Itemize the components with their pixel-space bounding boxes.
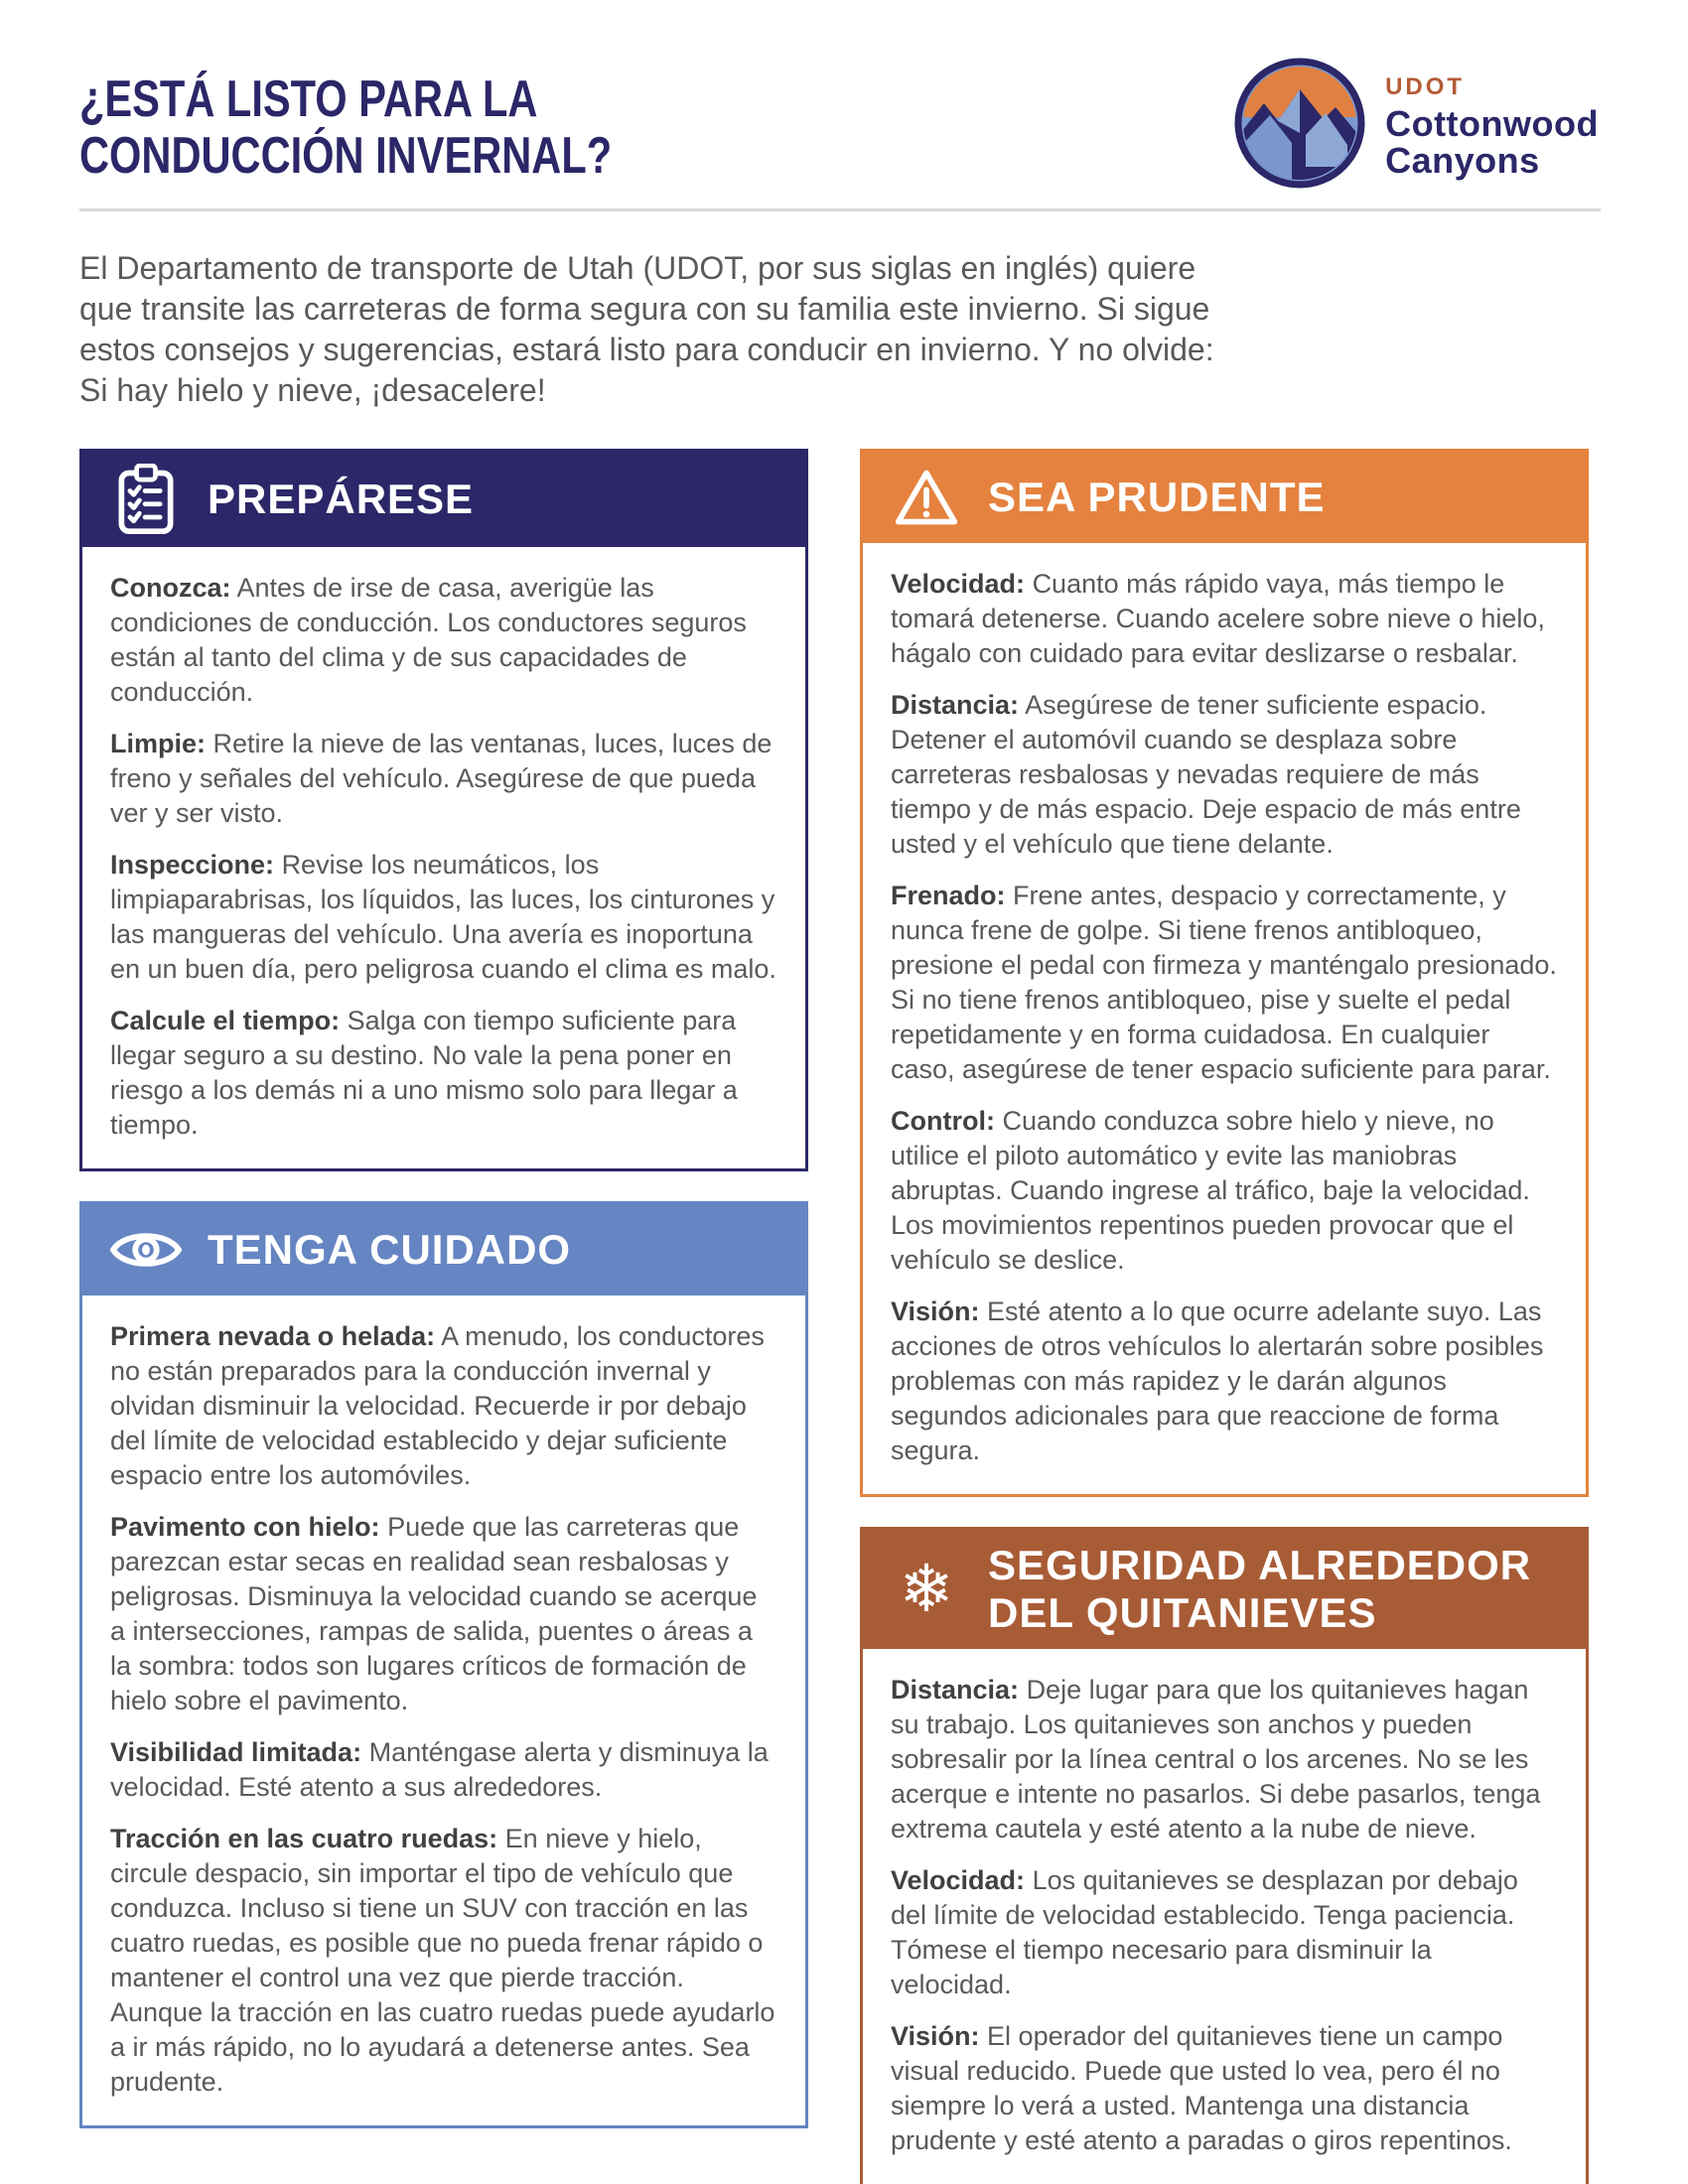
tip-text: Retire la nieve de las ventanas, luces, luces de freno y señales del vehículo. Asegúrese de que pueda ver y ser visto. bbox=[110, 729, 773, 828]
header-divider bbox=[79, 208, 1601, 211]
tip-label: Calcule el tiempo: bbox=[110, 1006, 341, 1035]
intro-line1: El Departamento de transporte de Utah (UDOT, por sus siglas en inglés) quiere bbox=[79, 250, 1196, 286]
logo-udot-label: UDOT bbox=[1385, 72, 1466, 100]
tip-item bbox=[891, 1104, 1558, 1278]
tip-text: Asegúrese de tener suficiente espacio. Detener el automóvil cuando se desplaza sobre carreteras resbalosas y nevadas requiere de más tiempo y de más espacio. Deje espacio de más entre usted y el vehículo que tiene delante. bbox=[891, 690, 1521, 859]
section-title: SEGURIDAD ALREDEDOR DEL QUITANIEVES bbox=[988, 1542, 1532, 1636]
intro-line3: estos consejos y sugerencias, estará listo para conducir en invierno. Y no olvide: bbox=[79, 332, 1214, 367]
tip-text: El operador del quitanieves tiene un campo visual reducido. Puede que usted lo vea, pero él no siempre lo verá a usted. Mantenga una distancia prudente y esté atento a paradas o giros repentinos. bbox=[891, 2021, 1512, 2155]
section-tenga-cuidado-header bbox=[82, 1204, 805, 1296]
tip-item bbox=[110, 1319, 777, 1493]
tip-text: Antes de irse de casa, averigüe las condiciones de conducción. Los conductores seguros están al tanto del clima y de sus capacidades de conducción. bbox=[110, 573, 747, 707]
tip-label: Distancia: bbox=[891, 1675, 1020, 1705]
tip-label: Conozca: bbox=[110, 573, 231, 603]
warning-triangle-icon bbox=[889, 467, 964, 528]
clipboard-checklist-icon bbox=[108, 464, 184, 535]
tip-item bbox=[110, 848, 777, 987]
tip-text: Puede que las carreteras que parezcan estar secas en realidad sean resbalosas y peligrosas. Disminuya la velocidad cuando se acerque a intersecciones, rampas de salida, puentes o áreas a la sombra: todos son lugares críticos de formación de hielo sobre el pavimento. bbox=[110, 1512, 758, 1715]
section-tenga-cuidado-body bbox=[82, 1296, 805, 2125]
tip-label: Visión: bbox=[891, 1297, 980, 1326]
section-preparese-body bbox=[82, 547, 805, 1168]
snowflake-icon: ❄ bbox=[899, 1551, 954, 1627]
section-seguridad-quitanieves-body bbox=[863, 1649, 1586, 2184]
section-preparese-header bbox=[82, 452, 805, 547]
tip-text: Salga con tiempo suficiente para llegar seguro a su destino. No vale la pena poner en riesgo a los demás ni a uno mismo solo para llegar a tiempo. bbox=[110, 1006, 738, 1140]
tip-label: Tracción en las cuatro ruedas: bbox=[110, 1824, 498, 1853]
tip-label: Visión: bbox=[891, 2021, 980, 2051]
section-sea-prudente bbox=[860, 449, 1589, 1497]
left-column bbox=[79, 449, 808, 2128]
right-column bbox=[860, 449, 1589, 2184]
tip-label: Velocidad: bbox=[891, 1865, 1026, 1895]
tip-item bbox=[891, 1863, 1558, 2002]
tip-item bbox=[110, 1822, 777, 2100]
tip-item bbox=[891, 1295, 1558, 1468]
tip-text: Esté atento a lo que ocurre adelante suyo. Las acciones de otros vehículos lo alertarán sobre posibles problemas con más rapidez y le darán algunos segundos adicionales para que reaccione de forma segura. bbox=[891, 1297, 1544, 1465]
header bbox=[79, 58, 1599, 194]
tip-text: Los quitanieves se desplazan por debajo del límite de velocidad establecido. Tenga paciencia. Tómese el tiempo necesario para disminuir la velocidad. bbox=[891, 1865, 1518, 1999]
tip-item bbox=[110, 727, 777, 831]
logo-wordmark bbox=[1385, 73, 1599, 179]
tip-text: Revise los neumáticos, los limpiaparabrisas, los líquidos, las luces, los cinturones y las mangueras del vehículo. Una avería es inoportuna en un buen día, pero peligrosa cuando el clima es malo. bbox=[110, 850, 776, 984]
tip-label: Frenado: bbox=[891, 881, 1006, 910]
section-seguridad-quitanieves bbox=[860, 1527, 1589, 2184]
udot-cottonwood-canyons-logo bbox=[1234, 58, 1599, 194]
section-title: PREPÁRESE bbox=[208, 476, 475, 522]
intro-paragraph bbox=[79, 248, 1549, 411]
page-title-line2: CONDUCCIÓN INVERNAL? bbox=[79, 127, 613, 185]
intro-line2: que transite las carreteras de forma segura con su familia este invierno. Si sigue bbox=[79, 291, 1210, 327]
section-sea-prudente-header bbox=[863, 452, 1586, 543]
page-title bbox=[79, 58, 612, 185]
tip-text: Cuando conduzca sobre hielo y nieve, no utilice el piloto automático y evite las maniobras abruptas. Cuando ingrese al tráfico, baje la velocidad. Los movimientos repentinos pueden provocar que el vehículo se deslice. bbox=[891, 1106, 1530, 1275]
section-sea-prudente-body bbox=[863, 543, 1586, 1494]
tip-label: Velocidad: bbox=[891, 569, 1026, 599]
logo-brand-line1: Cottonwood bbox=[1385, 102, 1599, 144]
section-seguridad-quitanieves-header bbox=[863, 1530, 1586, 1649]
tip-item bbox=[891, 567, 1558, 671]
section-tenga-cuidado bbox=[79, 1201, 808, 2128]
page-title-line1: ¿ESTÁ LISTO PARA LA bbox=[79, 70, 538, 128]
eye-icon bbox=[108, 1226, 184, 1274]
tip-label: Control: bbox=[891, 1106, 995, 1136]
tip-item bbox=[891, 879, 1558, 1087]
tip-label: Pavimento con hielo: bbox=[110, 1512, 380, 1542]
intro-line4: Si hay hielo y nieve, ¡desacelere! bbox=[79, 372, 546, 408]
tip-text: Deje lugar para que los quitanieves hagan su trabajo. Los quitanieves son anchos y pueden sobresalir por la línea central o los arcenes. No se les acerque e intente no pasarlos. Si debe pasarlos, tenga extrema cautela y esté atento a la nube de nieve. bbox=[891, 1675, 1541, 1843]
section-preparese bbox=[79, 449, 808, 1171]
tip-text: Cuanto más rápido vaya, más tiempo le tomará detenerse. Cuando acelere sobre nieve o hielo, hágalo con cuidado para evitar deslizarse o resbalar. bbox=[891, 569, 1545, 668]
tip-text: En nieve y hielo, circule despacio, sin importar el tipo de vehículo que conduzca. Incluso si tiene un SUV con tracción en las cuatro ruedas, es posible que no pueda frenar rápido o mantener el control una vez que pierde tracción. Aunque la tracción en las cuatro ruedas puede ayudarlo a ir más rápido, no lo ayudará a detenerse antes. Sea prudente. bbox=[110, 1824, 775, 2097]
tip-text: Manténgase alerta y disminuya la velocidad. Esté atento a sus alrededores. bbox=[110, 1737, 769, 1802]
tip-label: Limpie: bbox=[110, 729, 207, 758]
section-title: SEA PRUDENTE bbox=[988, 474, 1326, 520]
tip-label: Distancia: bbox=[891, 690, 1020, 720]
tip-text: A menudo, los conductores no están preparados para la conducción invernal y olvidan disminuir la velocidad. Recuerde ir por debajo del límite de velocidad establecido y dejar suficiente espacio entre los automóviles. bbox=[110, 1321, 765, 1490]
tip-item bbox=[891, 1673, 1558, 1846]
tip-text: Frene antes, despacio y correctamente, y nunca frene de golpe. Si tiene frenos antibloqueo, presione el pedal con firmeza y manténgalo presionado. Si no tiene frenos antibloqueo, pise y suelte el pedal repetidamente y en forma cuidadosa. En cualquier caso, asegúrese de tener espacio suficiente para parar. bbox=[891, 881, 1557, 1084]
tip-item bbox=[110, 1510, 777, 1718]
tip-item bbox=[891, 2019, 1558, 2158]
tip-item bbox=[110, 571, 777, 710]
section-title: TENGA CUIDADO bbox=[208, 1226, 572, 1273]
tip-label: Inspeccione: bbox=[110, 850, 275, 880]
tip-item bbox=[110, 1004, 777, 1143]
logo-brand-line2: Canyons bbox=[1385, 139, 1540, 181]
tip-label: Primera nevada o helada: bbox=[110, 1321, 436, 1351]
tip-item bbox=[891, 688, 1558, 862]
tip-item bbox=[110, 1735, 777, 1805]
mountain-circle-logo-icon bbox=[1234, 58, 1365, 194]
tip-label: Visibilidad limitada: bbox=[110, 1737, 362, 1767]
